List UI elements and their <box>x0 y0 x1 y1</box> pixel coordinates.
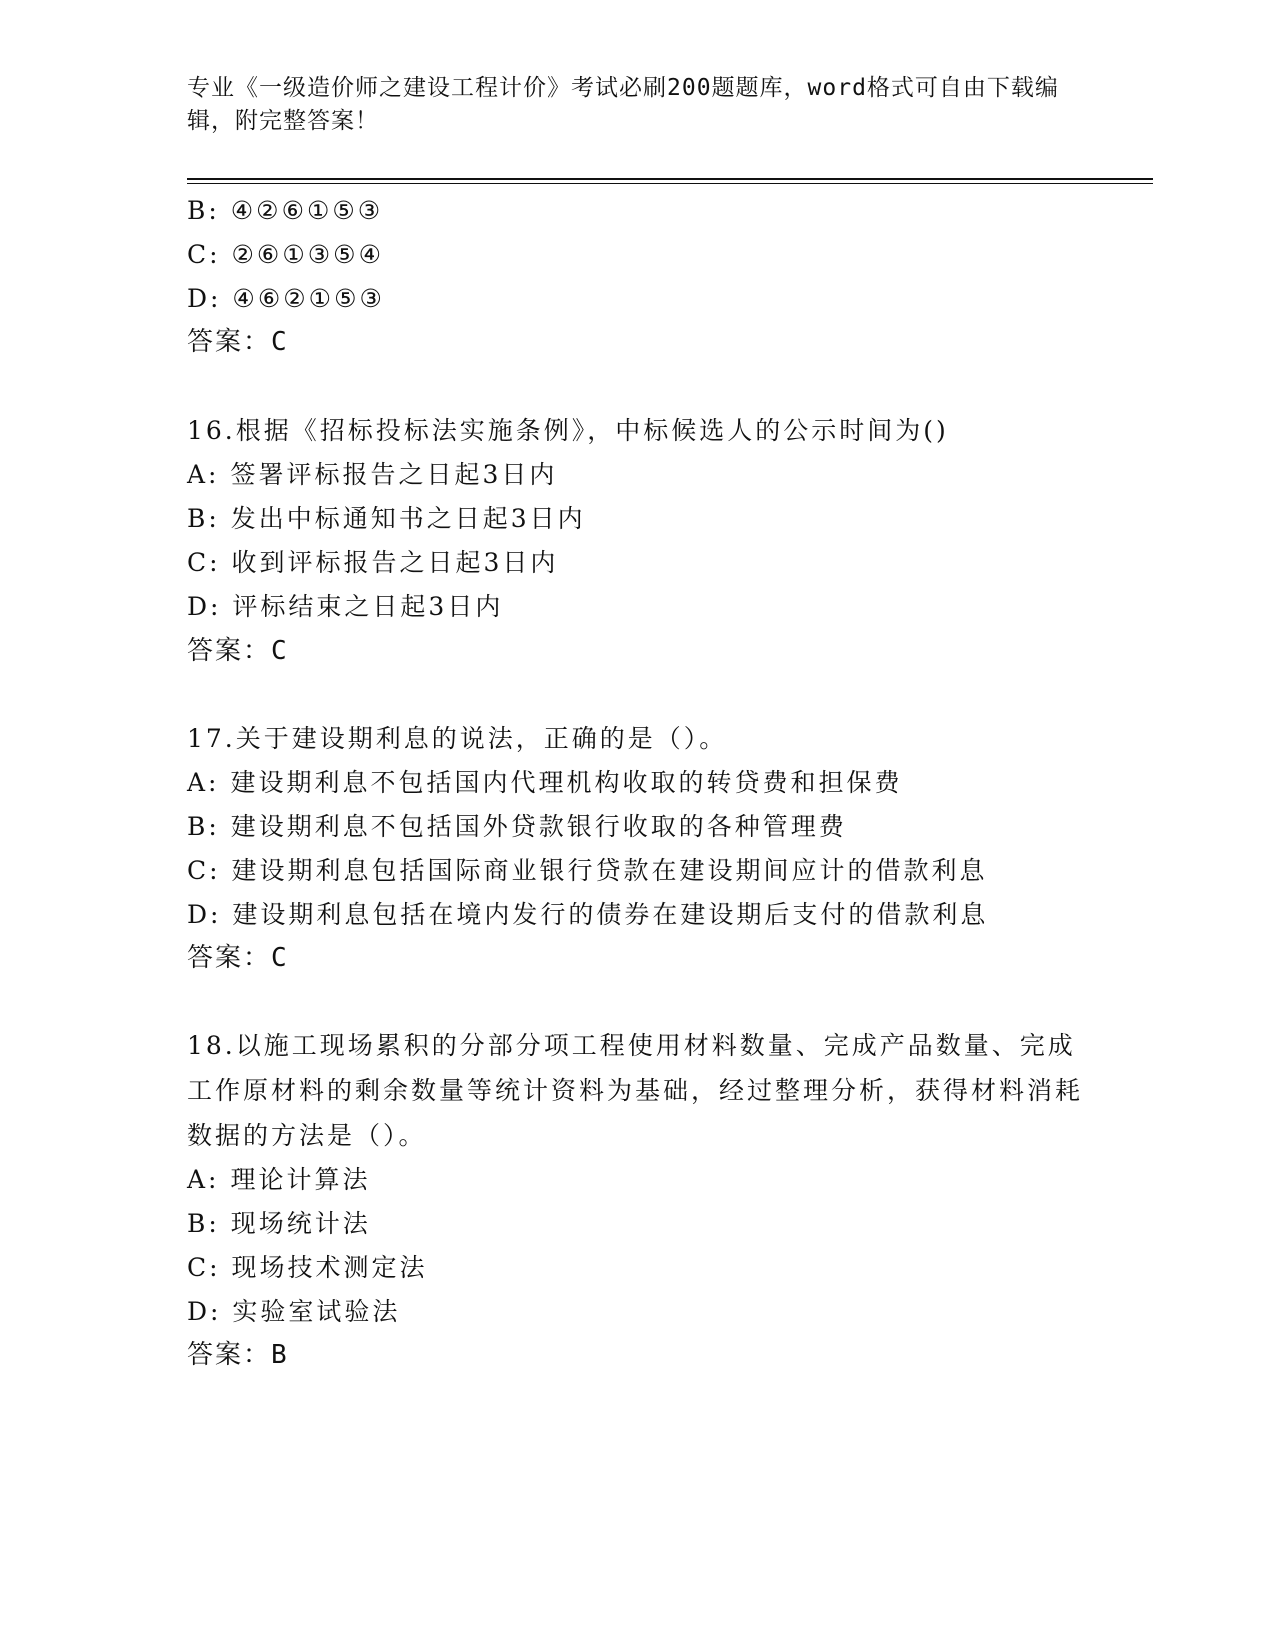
question-17-answer: 答案：C <box>187 943 289 973</box>
question-17-option-c: C: 建设期利息包括国际商业银行贷款在建设期间应计的借款利息 <box>187 856 988 885</box>
document-header: 专业《一级造价师之建设工程计价》考试必刷200题题库，word格式可自由下载编辑，附完整答案！ <box>187 75 1059 134</box>
option-c: C: ②⑥①③⑤④ <box>187 240 384 269</box>
question-18-option-d: D: 实验室试验法 <box>187 1297 401 1326</box>
question-18-answer: 答案：B <box>187 1340 289 1370</box>
question-18-option-b: B: 现场统计法 <box>187 1209 371 1238</box>
question-16-option-c: C: 收到评标报告之日起3日内 <box>187 548 559 577</box>
question-16-answer: 答案：C <box>187 636 289 666</box>
question-17-option-a: A: 建设期利息不包括国内代理机构收取的转贷费和担保费 <box>187 768 903 797</box>
question-16-option-d: D: 评标结束之日起3日内 <box>187 592 504 621</box>
answer: 答案：C <box>187 327 289 357</box>
question-17-option-d: D: 建设期利息包括在境内发行的债券在建设期后支付的借款利息 <box>187 900 989 929</box>
question-17-option-b: B: 建设期利息不包括国外贷款银行收取的各种管理费 <box>187 812 847 841</box>
header-divider-thin <box>187 183 1153 184</box>
question-18-stem: 18.以施工现场累积的分部分项工程使用材料数量、完成产品数量、完成工作原材料的剩余数量等统计资料为基础，经过整理分析，获得材料消耗数据的方法是（）。 <box>187 1031 1084 1150</box>
question-17-stem: 17.关于建设期利息的说法，正确的是（）。 <box>187 724 728 753</box>
header-divider <box>187 178 1153 180</box>
question-16-option-b: B: 发出中标通知书之日起3日内 <box>187 504 586 533</box>
option-d: D: ④⑥②①⑤③ <box>187 284 385 313</box>
question-18-option-a: A: 理论计算法 <box>187 1165 371 1194</box>
question-18-option-c: C: 现场技术测定法 <box>187 1253 428 1282</box>
question-16-option-a: A: 签署评标报告之日起3日内 <box>187 460 558 489</box>
option-b: B: ④②⑥①⑤③ <box>187 196 384 225</box>
question-16-stem: 16.根据《招标投标法实施条例》，中标候选人的公示时间为() <box>187 416 949 445</box>
